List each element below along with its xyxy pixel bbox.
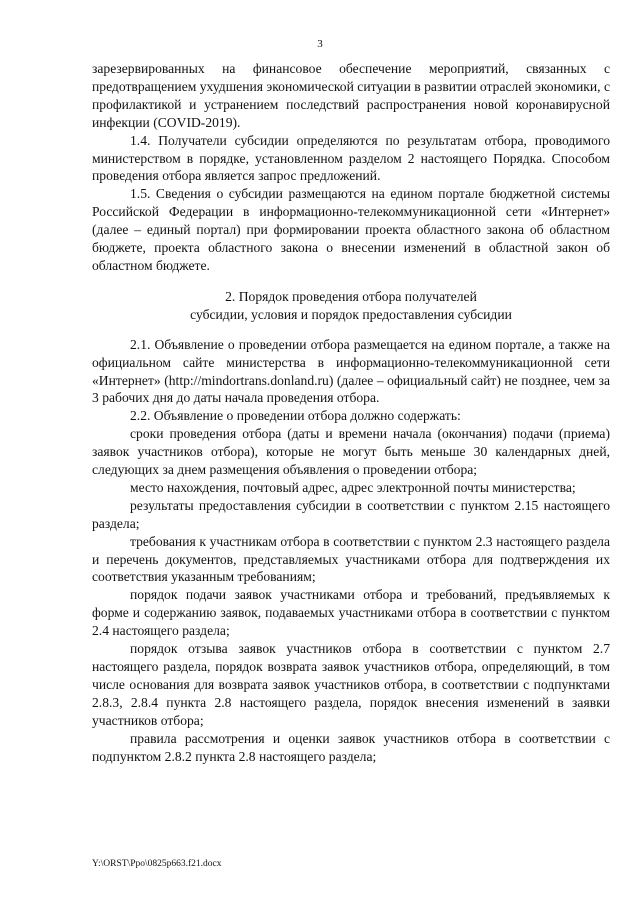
list-item-results: результаты предоставления субсидии в соответствии с пунктом 2.15 настоящего раздела; bbox=[92, 497, 610, 531]
paragraph-2-2: 2.2. Объявление о проведении отбора должно содержать: bbox=[130, 408, 461, 424]
footer-file-path: Y:\ORST\Ppo\0825p663.f21.docx bbox=[92, 859, 222, 869]
list-item-deadlines: сроки проведения отбора (даты и времени начала (окончания) подачи (приема) заявок участников отбора), которые не могут быть меньше 30 календарных дней, следующих за днем размещения объявления о проведении отбора; bbox=[92, 426, 610, 478]
page-number: 3 bbox=[317, 38, 323, 50]
section-heading bbox=[92, 288, 610, 324]
paragraph-2-1: 2.1. Объявление о проведении отбора размещается на едином портале, а также на официальном сайте министерства в информационно-телекоммуникационной сети «Интернет» (http://mindortrans.donland.ru) (далее – официальный сайт) не позднее, чем за 3 рабочих дня до даты начала проведения отбора. bbox=[92, 336, 610, 406]
list-item-requirements: требования к участникам отбора в соответствии с пунктом 2.3 настоящего раздела и перечень документов, представляемых участниками отбора для подтверждения их соответствия указанным требованиям; bbox=[92, 533, 610, 585]
list-item-withdrawal-procedure: порядок отзыва заявок участников отбора в соответствии с пунктом 2.7 настоящего раздела, порядок возврата заявок участников отбора, определяющий, в том числе основания для возврата заявок участников отбора, в соответствии с подпунктами 2.8.3, 2.8.4 пункта 2.8 настоящего раздела, порядок внесения изменений в заявки участников отбора; bbox=[92, 641, 610, 728]
paragraph-1-4: 1.4. Получатели субсидии определяются по результатам отбора, проводимого министерством в порядке, установленном разделом 2 настоящего Порядка. Способом проведения отбора является запрос предложений. bbox=[92, 132, 610, 184]
list-item-submission-procedure: порядок подачи заявок участниками отбора и требований, предъявляемых к форме и содержанию заявок, подаваемых участниками отбора в соответствии с пунктом 2.4 настоящего раздела; bbox=[92, 587, 610, 639]
list-item-location: место нахождения, почтовый адрес, адрес электронной почты министерства; bbox=[130, 479, 576, 495]
list-item-evaluation-rules: правила рассмотрения и оценки заявок участников отбора в соответствии с подпунктом 2.8.2 пункта 2.8 настоящего раздела; bbox=[92, 730, 610, 764]
section-heading-line1: 2. Порядок проведения отбора получателей bbox=[225, 288, 477, 304]
document-body bbox=[92, 60, 610, 765]
section-heading-line2: субсидии, условия и порядок предоставления субсидии bbox=[190, 306, 512, 322]
paragraph-1-5: 1.5. Сведения о субсидии размещаются на едином портале бюджетной системы Российской Федерации в информационно-телекоммуникационной сети «Интернет» (далее – единый портал) при формировании проекта областного закона об областном бюджете, проекта областного закона о внесении изменений в областной закон об областном бюджете. bbox=[92, 186, 610, 273]
paragraph-continuation: зарезервированных на финансовое обеспечение мероприятий, связанных с предотвращением ухудшения экономической ситуации в развитии отраслей экономики, с профилактикой и устранением последствий распространения новой коронавирусной инфекции (COVID-2019). bbox=[92, 61, 610, 130]
